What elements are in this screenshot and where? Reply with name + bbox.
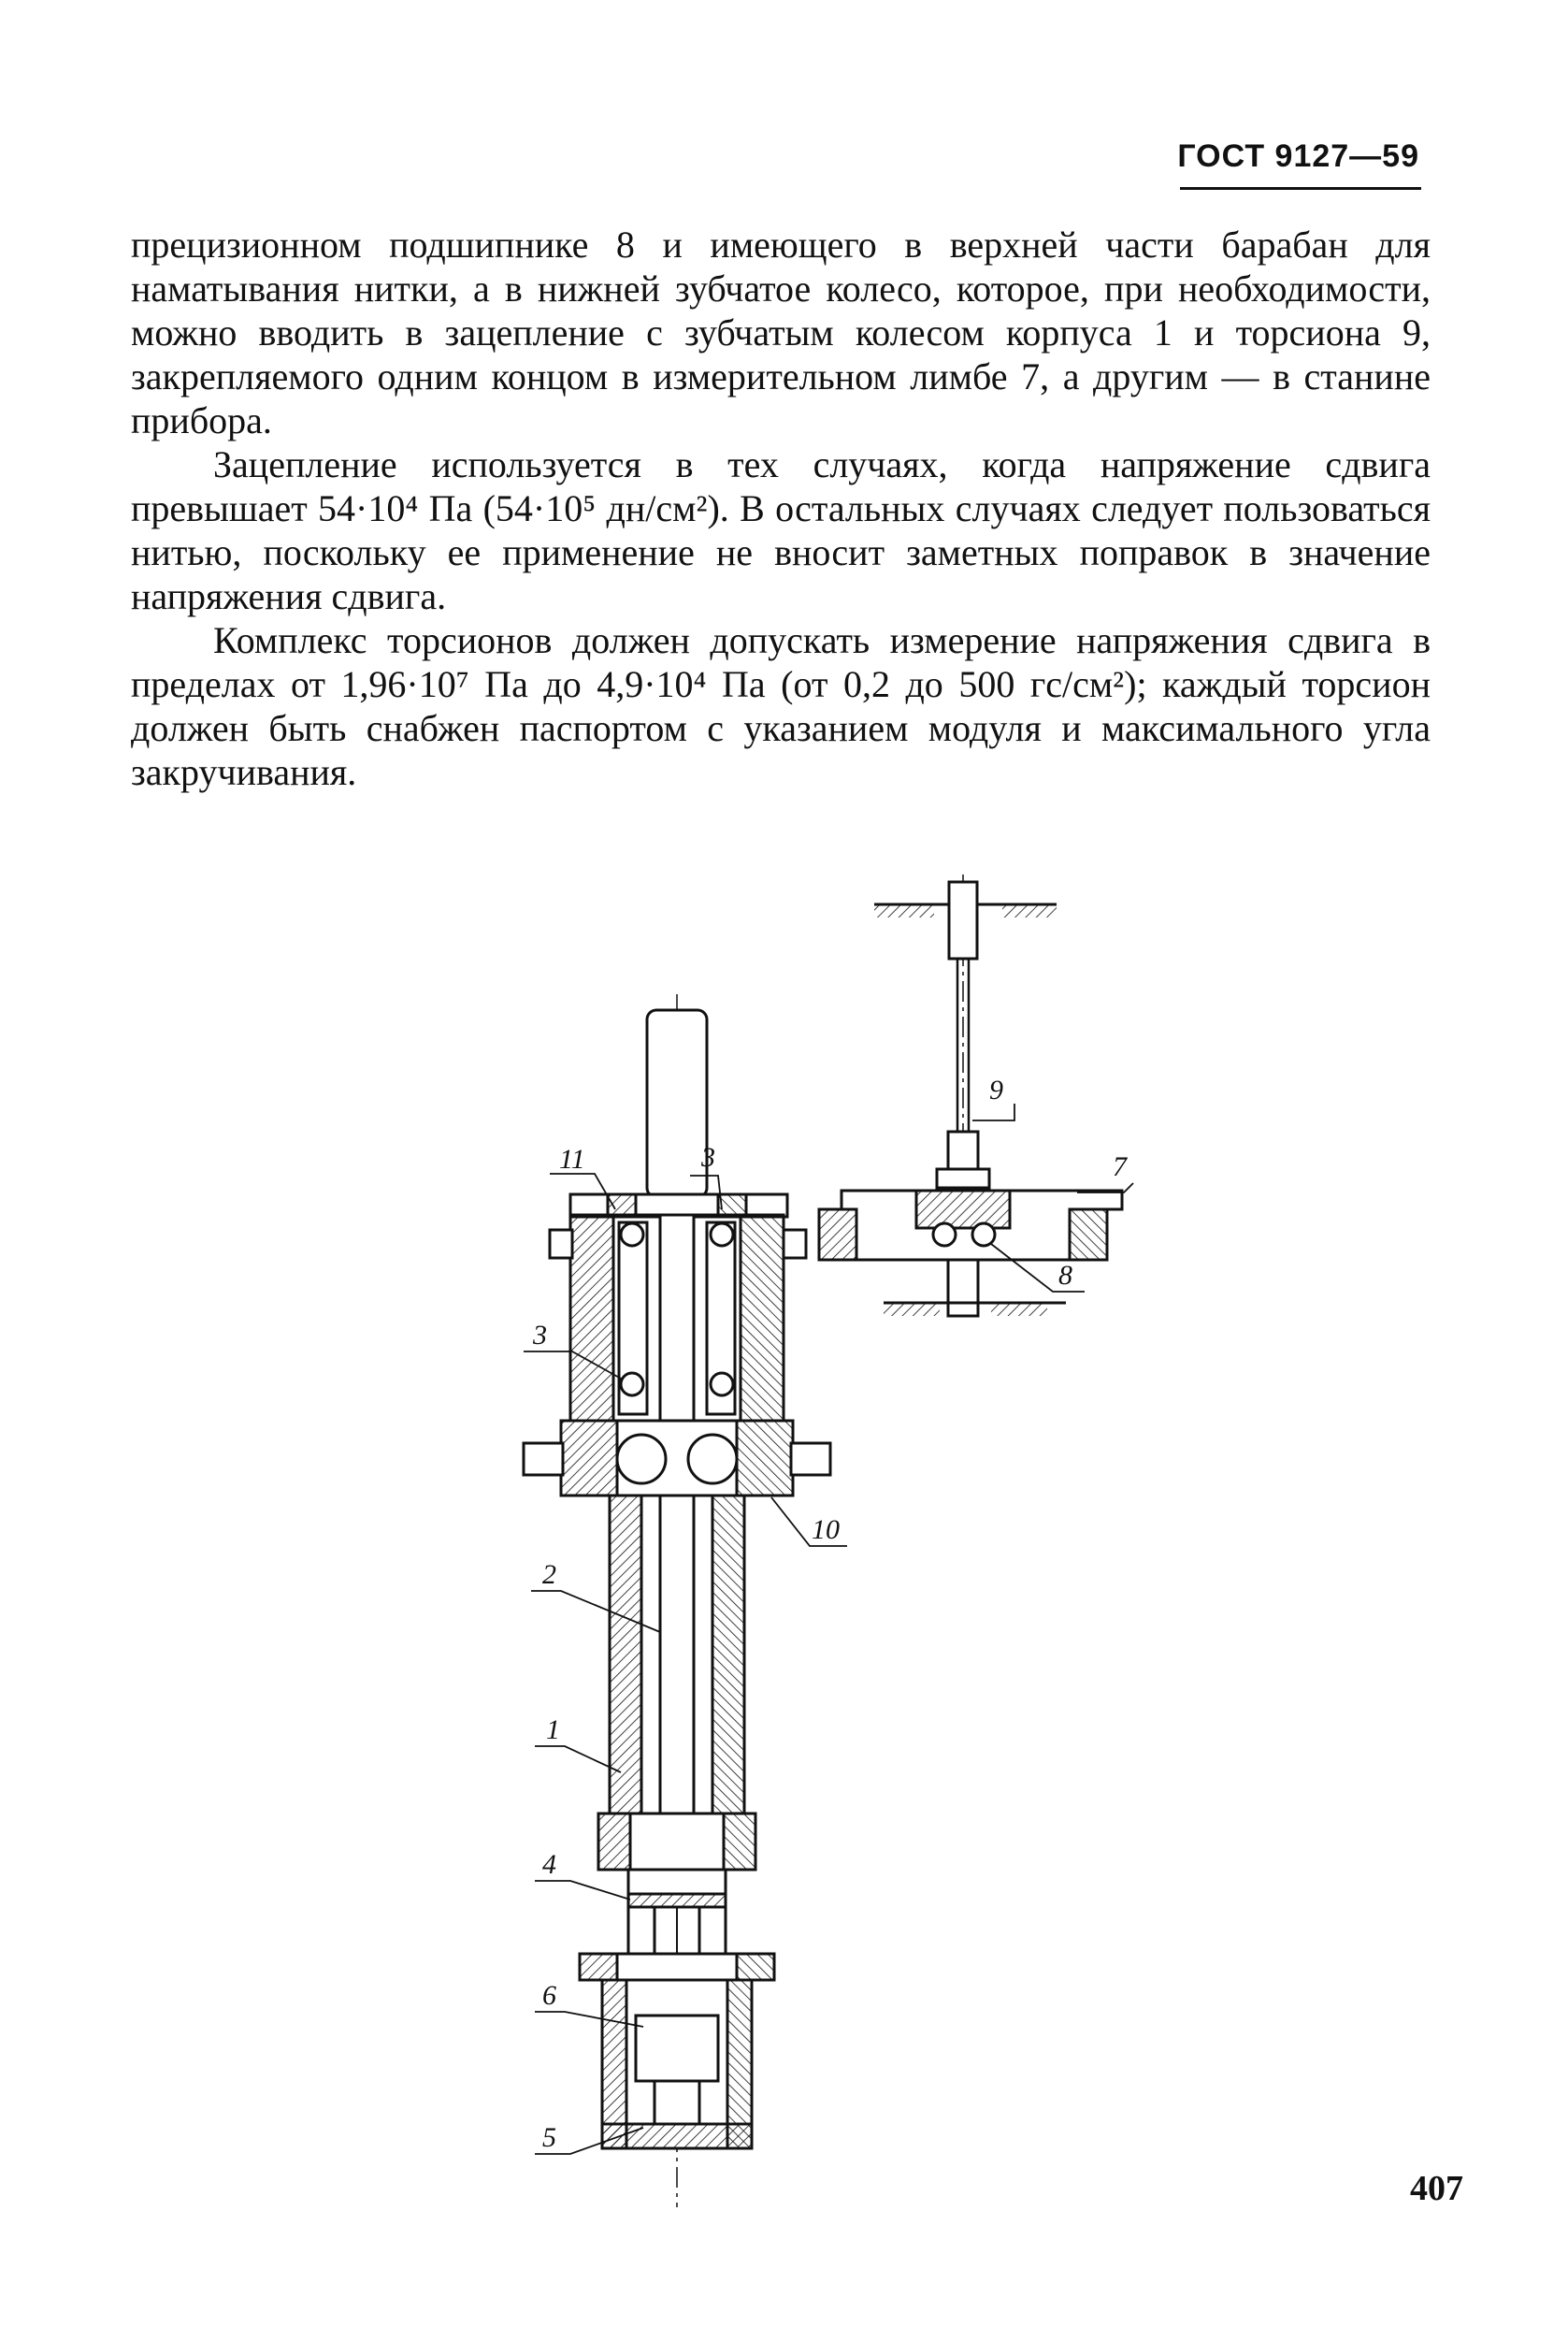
label-7: 7: [1113, 1151, 1127, 1182]
drawing-svg: [505, 856, 1159, 2221]
label-2: 2: [542, 1559, 556, 1590]
label-11: 11: [559, 1144, 585, 1175]
label-5: 5: [542, 2122, 556, 2153]
label-8: 8: [1058, 1260, 1072, 1291]
paragraph-3: Комплекс торсионов должен допускать измерение напряжения сдвига в пределах от 1,96·10⁷ Па до 4,9·10⁴ Па (от 0,2 до 500 гс/см²); каждый торсион должен быть снабжен паспортом с указанием модуля и максимального угла закручивания.: [131, 619, 1431, 793]
paragraph-2: Зацепление используется в тех случаях, когда напряжение сдвига превышает 54·10⁴ Па (54·10⁵ дн/см²). В остальных случаях следует пользоваться нитью, поскольку ее применение не вносит заметных поправок в значение напряжения сдвига.: [131, 443, 1431, 617]
paragraph-1: прецизионном подшипнике 8 и имеющего в верхней части барабан для наматывания нитки, а в нижней зубчатое колесо, которое, при необходимости, можно вводить в зацепление с зубчатым колесом корпуса 1 и торсиона 9, закрепляемого одним концом в измерительном лимбе 7, а другим — в станине прибора.: [131, 224, 1431, 441]
header-rule: [1180, 187, 1421, 190]
label-3-left: 3: [533, 1320, 547, 1351]
body-text: [131, 223, 1431, 794]
label-3-top: 3: [701, 1142, 715, 1173]
label-1: 1: [546, 1714, 560, 1745]
document-header: ГОСТ 9127—59: [1177, 138, 1419, 174]
label-4: 4: [542, 1849, 556, 1880]
label-6: 6: [542, 1980, 556, 2011]
label-9: 9: [989, 1075, 1003, 1105]
technical-drawing: [505, 856, 1159, 2221]
torsion-assembly: [819, 874, 1122, 1316]
page-number: 407: [1410, 2169, 1463, 2208]
main-assembly: [524, 994, 830, 2207]
label-10: 10: [812, 1514, 840, 1545]
